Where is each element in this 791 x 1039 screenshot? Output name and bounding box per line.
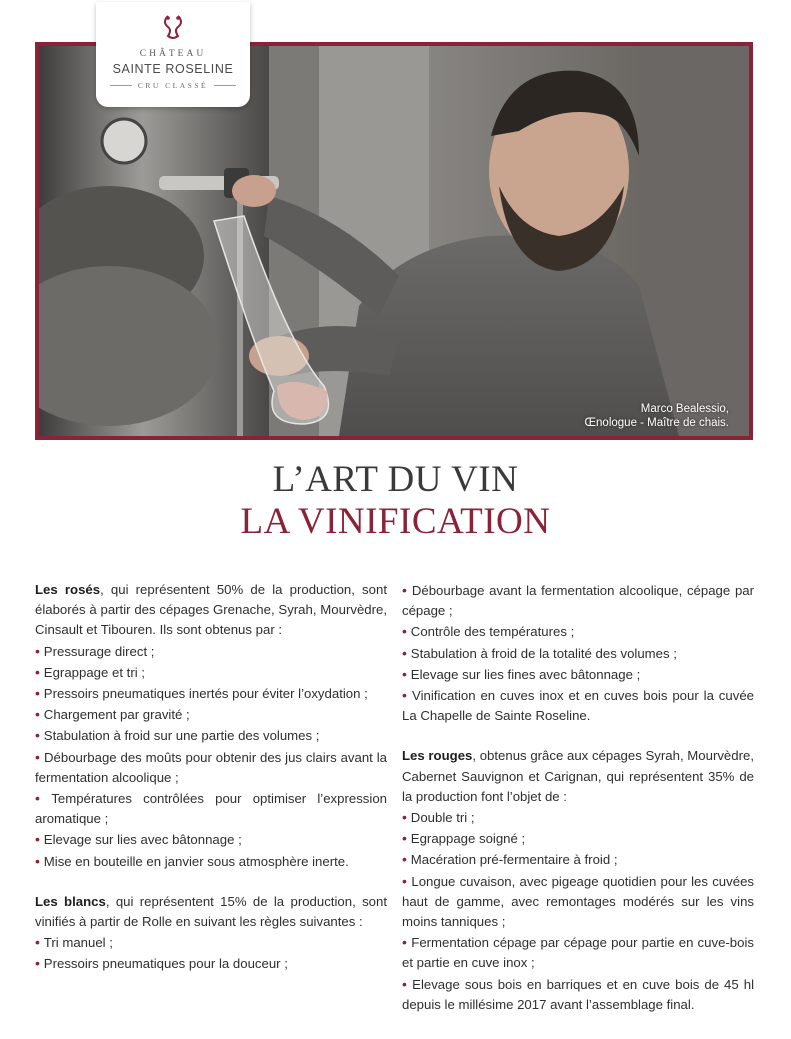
- roses-list-item: [35, 704, 387, 725]
- rouges-list-item: [402, 974, 754, 1015]
- blancs-list-item: [35, 953, 387, 974]
- rouges-list-item-text: Longue cuvaison, avec pigeage quotidien pour les cuvées haut de gamme, avec remontages modérés sur les vins moins tanniques ;: [402, 873, 754, 930]
- rouges-list-item-text: Macération pré-fermentaire à froid ;: [410, 852, 618, 868]
- bullet-icon: •: [35, 727, 44, 744]
- chateau-logo: [96, 2, 250, 107]
- bullet-icon: •: [35, 663, 44, 680]
- blancs-list-item: [402, 621, 754, 642]
- rouges-list-item-text: Fermentation cépage par cépage pour partie en cuve-bois et partie en cuve inox ;: [402, 935, 754, 971]
- blancs-intro-text: , qui représentent 15% de la production, sont vinifiés à partir de Rolle en suivant les règles suivantes :: [35, 893, 387, 930]
- bullet-icon: •: [35, 831, 44, 848]
- bullet-icon: •: [35, 685, 44, 702]
- rouges-list-item-text: Double tri ;: [410, 810, 475, 826]
- roses-list-item-text: Mise en bouteille en janvier sous atmosphère inerte.: [43, 853, 349, 869]
- blancs-list-item-text: Débourbage avant la fermentation alcoolique, cépage par cépage ;: [402, 583, 754, 619]
- page-title: L’ART DU VIN: [272, 459, 519, 500]
- bullet-icon: •: [402, 809, 411, 826]
- blancs-list-item-text: Pressoirs pneumatiques pour la douceur ;: [43, 956, 288, 972]
- bullet-icon: •: [402, 830, 411, 847]
- blancs-list-item: [402, 580, 754, 621]
- bullet-icon: •: [35, 852, 44, 869]
- bullet-icon: •: [35, 706, 44, 723]
- blancs-list-item: [402, 643, 754, 664]
- roses-list-item-text: Pressurage direct ;: [43, 643, 155, 659]
- roses-list-item: [35, 725, 387, 746]
- blancs-list-item-text: Stabulation à froid de la totalité des volumes ;: [410, 645, 677, 661]
- blancs-intro: [35, 892, 387, 932]
- rouges-list: [402, 807, 754, 1015]
- blancs-list-part-2: [402, 580, 754, 726]
- roses-list-item-text: Egrappage et tri ;: [43, 664, 145, 680]
- blancs-list-item: [35, 932, 387, 953]
- logo-cru-text: CRU CLASSÉ: [137, 81, 209, 90]
- bullet-icon: •: [35, 748, 45, 765]
- bullet-icon: •: [402, 851, 411, 868]
- roses-list-item: [35, 851, 387, 872]
- blancs-list-part-1: [35, 932, 387, 974]
- blancs-list-item: [402, 685, 754, 726]
- bullet-icon: •: [402, 644, 411, 661]
- blancs-list-item: [402, 664, 754, 685]
- bullet-icon: •: [35, 642, 44, 659]
- rouges-list-item: [402, 849, 754, 870]
- roses-lead: Les rosés: [35, 582, 101, 597]
- logo-chateau-text: CHÂTEAU: [139, 49, 207, 59]
- roses-list-item-text: Débourbage des moûts pour obtenir des jus clairs avant la fermentation alcoolique ;: [35, 749, 387, 785]
- roses-list-item: [35, 641, 387, 662]
- caption-name: Marco Bealessio,: [640, 403, 729, 415]
- roses-list-item: [35, 683, 387, 704]
- rouges-list-item-text: Elevage sous bois en barriques et en cuve bois de 45 hl depuis le millésime 2017 avant l’assemblage final.: [402, 976, 754, 1012]
- caption-role: Œnologue - Maître de chais.: [584, 417, 729, 429]
- logo-cru-classe: [96, 81, 250, 90]
- bullet-icon: •: [35, 955, 44, 972]
- bullet-icon: •: [402, 582, 412, 598]
- bullet-icon: •: [402, 687, 413, 704]
- bullet-icon: •: [35, 934, 44, 951]
- roses-intro: [35, 580, 387, 641]
- rose-emblem-icon: [159, 14, 187, 40]
- bullet-icon: •: [402, 934, 412, 951]
- roses-list-item: [35, 747, 387, 788]
- roses-list-item: [35, 788, 387, 829]
- bullet-icon: •: [402, 975, 413, 992]
- rouges-list-item: [402, 828, 754, 849]
- roses-list-item: [35, 662, 387, 683]
- logo-name-text: SAINTE ROSELINE: [112, 62, 234, 76]
- bullet-icon: •: [402, 623, 411, 640]
- text-column-left: [35, 580, 387, 975]
- rouges-list-item-text: Egrappage soigné ;: [410, 831, 526, 847]
- rouges-list-item: [402, 932, 754, 973]
- blancs-list-item-text: Contrôle des températures ;: [410, 624, 575, 640]
- blancs-list-item-text: Tri manuel ;: [43, 935, 113, 951]
- photo-caption: [585, 402, 729, 430]
- rouges-list-item: [402, 807, 754, 828]
- rouges-list-item: [402, 871, 754, 933]
- roses-list: [35, 641, 387, 872]
- roses-list-item-text: Elevage sur lies avec bâtonnage ;: [43, 832, 242, 848]
- roses-list-item-text: Pressoirs pneumatiques inertés pour éviter l’oxydation ;: [43, 686, 368, 702]
- roses-list-item-text: Températures contrôlées pour optimiser l’expression aromatique ;: [35, 791, 387, 827]
- roses-list-item-text: Chargement par gravité ;: [43, 707, 190, 723]
- roses-list-item-text: Stabulation à froid sur une partie des volumes ;: [43, 728, 320, 744]
- bullet-icon: •: [402, 872, 412, 889]
- rouges-lead: Les rouges: [402, 748, 473, 764]
- blancs-list-item-text: Vinification en cuves inox et en cuves bois pour la cuvée La Chapelle de Sainte Roseline.: [402, 688, 754, 724]
- page-subtitle: LA VINIFICATION: [240, 501, 551, 542]
- blancs-list-item-text: Elevage sur lies fines avec bâtonnage ;: [410, 666, 641, 682]
- blancs-lead: Les blancs: [35, 893, 106, 909]
- logo-rule-right: [214, 85, 236, 86]
- bullet-icon: •: [402, 665, 411, 682]
- rouges-intro: [402, 746, 754, 807]
- logo-rule-left: [110, 85, 132, 86]
- roses-list-item: [35, 829, 387, 850]
- text-column-right: [402, 580, 754, 1015]
- bullet-icon: •: [35, 790, 52, 807]
- roses-intro-text: , qui représentent 50% de la production, sont élaborés à partir des cépages Grenache, Syrah, Mourvèdre, Cinsault et Tibouren. Ils sont obtenus par :: [35, 582, 387, 638]
- rouges-intro-text: , obtenus grâce aux cépages Syrah, Mourvèdre, Cabernet Sauvignon et Carignan, qui représentent 35% de la production font l’objet de :: [402, 748, 754, 804]
